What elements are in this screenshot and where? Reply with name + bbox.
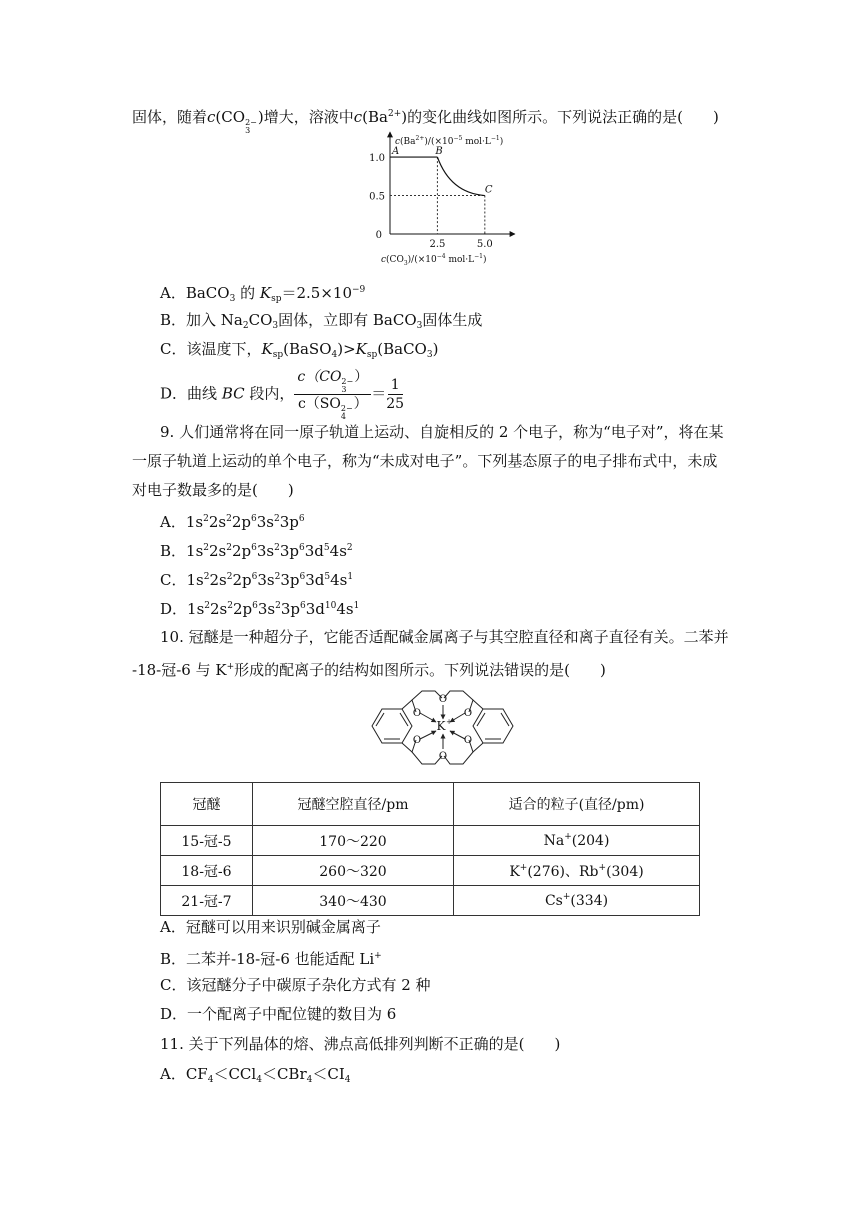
q10-option-a: A．冠醚可以用来识别碱金属离子 xyxy=(160,918,381,936)
header-crown-ether: 冠醚 xyxy=(161,783,253,826)
q10-option-d: D．一个配离子中配位键的数目为 6 xyxy=(160,1005,397,1023)
table-row: 18-冠-6 260～320 K+(276)、Rb+(304) xyxy=(161,856,700,886)
q10-option-c: C．该冠醚分子中碳原子杂化方式有 2 种 xyxy=(160,976,431,994)
q10-line1: 10. 冠醚是一种超分子，它能否适配碱金属离子与其空腔直径和离子直径有关。二苯并 xyxy=(160,628,729,646)
q8-option-b: B．加入 $Na_2CO_3$固体，立即有 BaCO$_3$固体生成 xyxy=(160,311,483,331)
k-ion-label: K xyxy=(436,719,446,733)
q8-option-a: A．BaCO$_3$ 的 $K_{sp}=2.5\times 10^{-9}$ xyxy=(160,284,366,304)
point-label-B: B xyxy=(435,146,443,158)
q9-line2: 一原子轨道上运动的单个电子，称为“未成对电子”。下列基态原子的电子排布式中，未成 xyxy=(132,452,718,470)
q10-line2: -18-冠-6 与 K+形成的配离子的结构如图所示。下列说法错误的是( ) xyxy=(132,661,606,679)
svg-text:+: + xyxy=(446,718,452,726)
q9-option-c: C．$1s^22s^22p^63s^23p^63d^54s^1$ xyxy=(160,571,354,589)
header-cavity-diameter: 冠醚空腔直径/pm xyxy=(252,783,453,826)
svg-text:O: O xyxy=(412,708,422,719)
q11-stem: 11. 关于下列晶体的熔、沸点高低排列判断不正确的是( ) xyxy=(160,1035,561,1053)
q9-line1: 9. 人们通常将在同一原子轨道上运动、自旋相反的 2 个电子，称为“电子对”，将在某 xyxy=(160,423,724,441)
table-row: 15-冠-5 170～220 Na+(204) xyxy=(161,826,700,856)
ratio-fraction: c（CO 2− 3 ） c（SO 2− 4 ） xyxy=(294,368,371,421)
q9-option-d: D．$1s^22s^22p^63s^23p^63d^{10}4s^1$ xyxy=(160,600,360,618)
q8-stem: 固体，随着c(CO 2− 3 )增大，溶液中$c(Ba^{2+})$的变化曲线如图所示。下列说法正确的是( ) xyxy=(132,108,719,135)
crown-ether-table xyxy=(160,782,700,916)
q9-line3: 对电子数最多的是( ) xyxy=(132,481,294,499)
crown-ether-k-complex-structure xyxy=(360,686,525,778)
y-tick-label: 1.0 xyxy=(369,153,385,165)
x-tick-label: 2.5 xyxy=(429,239,446,250)
svg-text:O: O xyxy=(438,694,448,705)
table-row: 21-冠-7 340～430 Cs+(334) xyxy=(161,886,700,916)
ba-concentration-chart xyxy=(355,128,535,268)
q8-option-d: D．曲线 BC 段内， c（CO 2− 3 ） c（SO 2− 4 ） ＝ $\frac{1}{25}$ xyxy=(160,369,405,421)
point-label-A: A xyxy=(392,146,400,158)
y-tick-label: 0.5 xyxy=(369,191,385,203)
q11-option-a: A．$CF_4<CCl_4<CBr_4<CI_4$ xyxy=(160,1065,351,1085)
svg-text:O: O xyxy=(463,708,473,719)
q8-option-c: C．该温度下，$K_{sp}(BaSO_4)>K_{sp}(BaCO_3)$ xyxy=(160,340,439,360)
series-line-bc xyxy=(437,157,484,195)
x-tick-label: 5.0 xyxy=(476,239,493,250)
svg-text:O: O xyxy=(438,751,448,762)
q9-option-b: B．$1s^22s^22p^63s^23p^63d^54s^2$ xyxy=(160,542,353,560)
origin-label: 0 xyxy=(375,230,382,241)
x-axis-label: $c(CO_3)/(\times 10^{-4}$ $mol\cdot L^{-1}$) xyxy=(381,253,487,267)
point-label-C: C xyxy=(484,184,493,196)
svg-text:O: O xyxy=(463,735,473,746)
svg-text:O: O xyxy=(412,735,422,746)
y-axis-label: $c(Ba^{2+})/(\times 10^{-5}$ $mol\cdot L^{-1}$) xyxy=(395,135,504,147)
table-header-row xyxy=(161,783,700,826)
q9-option-a: A．$1s^22s^22p^63s^23p^6$ xyxy=(160,513,305,531)
header-suitable-particle: 适合的粒子(直径/pm) xyxy=(454,783,700,826)
q10-option-b: B．二苯并-18-冠-6 也能适配 Li+ xyxy=(160,950,382,968)
